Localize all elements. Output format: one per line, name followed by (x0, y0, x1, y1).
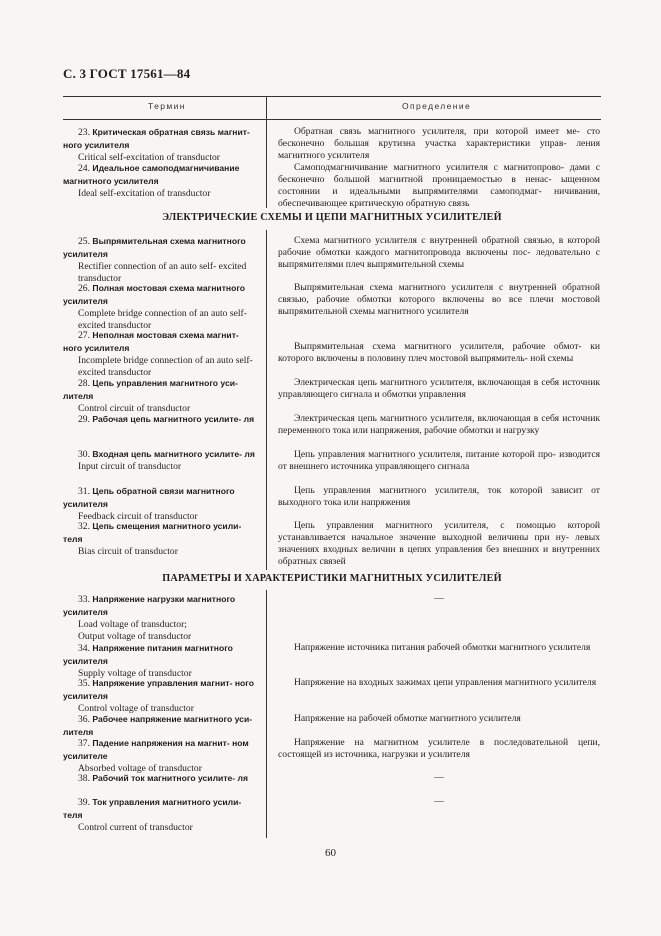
term-english: Ideal self-excitation of transductor (78, 188, 211, 199)
term-25: 25. Выпрямительная схема магнитного усилителя Rectifier connection of an auto self- excited transductor (63, 236, 247, 284)
column-divider (266, 590, 267, 838)
definition-31: Цепь управления магнитного усилителя, ток которой зависит от выходного тока или напряжения (278, 485, 600, 508)
page-number: 60 (325, 847, 336, 859)
column-divider-header (266, 96, 267, 119)
column-header-definition: Определение (402, 101, 472, 111)
definition-24: Самоподмагничивание магнитного усилителя с магнитопрово- дами с бесконечно большой магнитной проницаемостью в ненас- ыщенном состоянии и идеальными выпрямителями самоподмаг- ничивания, обеспечивающее критическую обратную связь (278, 162, 600, 209)
table-header-rule (63, 119, 601, 120)
document-header: С. 3 ГОСТ 17561—84 (63, 66, 191, 81)
definition-39: — (434, 796, 444, 807)
table-top-rule (63, 96, 601, 97)
definition-37: Напряжение на магнитном усилителе в последовательной цепи, состоящей из источника, нагрузки и усилителя (278, 737, 600, 760)
term-34: 34. Напряжение питания магнитного усилителя Supply voltage of transductor (63, 643, 233, 679)
definition-33: — (434, 593, 444, 604)
term-27: 27. Неполная мостовая схема магнит- ного усилителя Incomplete bridge connection of an auto self-excited transductor (63, 330, 253, 378)
term-23 (63, 126, 259, 164)
definition-30: Цепь управления магнитного усилителя, питание которой про- изводится от внешнего источника управляющего сигнала (278, 449, 600, 472)
term-title: Критическая обратная связь магнит- ного усилителя (63, 127, 250, 150)
definition-25: Схема магнитного усилителя с внутренней обратной связью, в которой рабочие обмотки каждого магнитопровода включены пос- ледовательно с выпрямителями плеч выпрямительной схемы (278, 235, 600, 270)
definition-34: Напряжение источника питания рабочей обмотки магнитного усилителя (294, 642, 591, 653)
column-divider (266, 230, 267, 570)
definition-23: Обратная связь магнитного усилителя, при которой имеет ме- сто бесконечно большая крутизна участка характеристики управ- ления магнитного усилителя (278, 126, 600, 161)
term-26: 26. Полная мостовая схема магнитного усилителя Complete bridge connection of an auto self-excited transductor (63, 283, 247, 331)
section-heading-parameters: ПАРАМЕТРЫ И ХАРАКТЕРИСТИКИ МАГНИТНЫХ УСИЛИТЕЛЕЙ (162, 573, 502, 584)
term-39: 39. Ток управления магнитного усили- теля Control current of transductor (63, 797, 242, 833)
section-heading-circuits: ЭЛЕКТРИЧЕСКИЕ СХЕМЫ И ЦЕПИ МАГНИТНЫХ УСИЛИТЕЛЕЙ (162, 212, 502, 223)
term-number: 23. (78, 127, 90, 138)
term-28: 28. Цепь управления магнитного уси- лителя Control circuit of transductor (63, 378, 238, 414)
term-31: 31. Цепь обратной связи магнитного усилителя Feedback circuit of transductor (63, 486, 235, 522)
definition-36: Напряжение на рабочей обмотке магнитного усилителя (294, 713, 521, 724)
term-29: 29. Рабочая цепь магнитного усилите- ля (78, 414, 255, 425)
term-35: 35. Напряжение управления магнит- ного усилителя Control voltage of transductor (63, 678, 254, 714)
definition-35: Напряжение на входных зажимах цепи управления магнитного усилителя (294, 677, 597, 688)
term-37: 37. Падение напряжения на магнит- ном усилителе Absorbed voltage of transductor (63, 738, 249, 774)
term-33: 33. Напряжение нагрузки магнитного усилителя Load voltage of transductor; Output voltage of transductor (63, 594, 236, 642)
column-header-term: Термин (148, 101, 186, 111)
term-36: 36. Рабочее напряжение магнитного уси- лителя (63, 714, 253, 737)
term-english: Critical self-excitation of transductor (78, 152, 220, 163)
definition-38: — (434, 772, 444, 783)
definition-27: Выпрямительная схема магнитного усилителя, рабочие обмот- ки которого включены в половину плеч мостовой выпрямитель- ной схемы (278, 341, 600, 364)
definition-26: Выпрямительная схема магнитного усилителя с внутренней обратной связью, рабочие обмотки которого включены во все плечи мостовой выпрямительной схемы магнитного усилителя (278, 282, 600, 317)
definition-32: Цепь управления магнитного усилителя, с помощью которой устанавливается начальное значение выходной величины при ну- левых значениях входных величин в цепях управления без внешних и внутренних обратных связей (278, 520, 600, 567)
definition-29: Электрическая цепь магнитного усилителя, включающая в себя источник переменного тока или напряжения, рабочие обмотки и нагрузку (278, 413, 600, 436)
term-number: 24. (78, 163, 90, 174)
definition-28: Электрическая цепь магнитного усилителя, включающая в себя источник управляющего сигнала и обмотки управления (278, 377, 600, 400)
column-divider (266, 120, 267, 208)
term-32: 32. Цепь смещения магнитного усили- теля Bias circuit of transductor (63, 521, 242, 557)
term-38: 38. Рабочий ток магнитного усилите- ля (78, 773, 249, 784)
term-title: Идеальное самоподмагничивание магнитного усилителя (63, 163, 240, 186)
term-24 (63, 162, 259, 200)
term-30: 30. Входная цепь магнитного усилите- ля Input circuit of transductor (78, 449, 255, 472)
